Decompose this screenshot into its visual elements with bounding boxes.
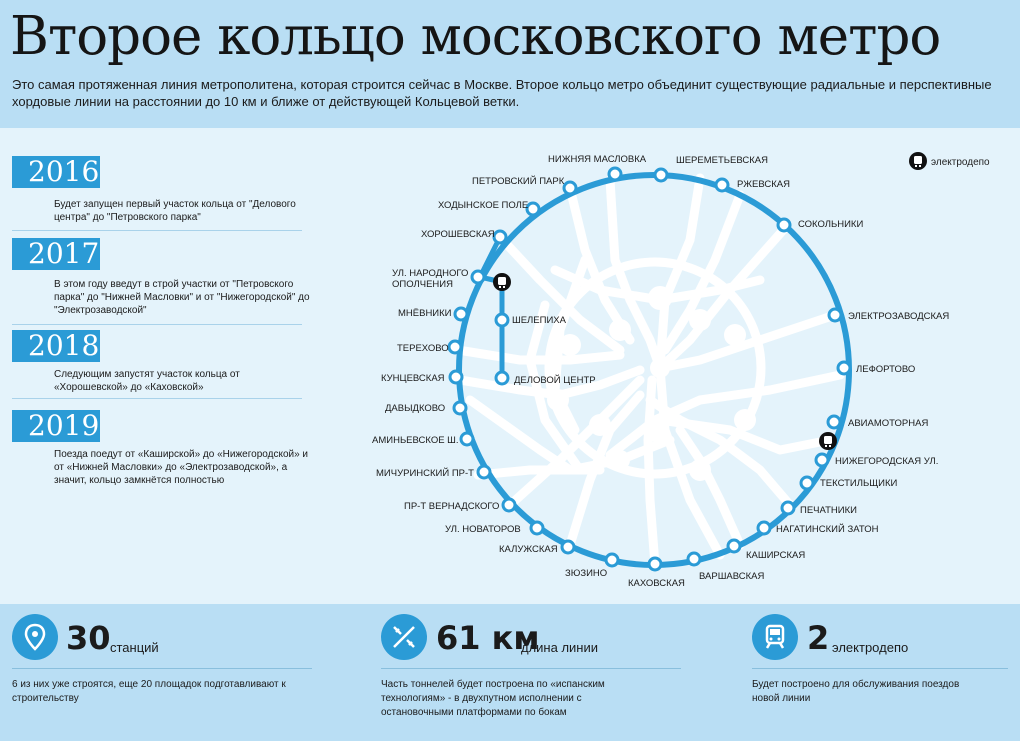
year-2017: 2017	[12, 238, 100, 270]
year-2018-text: Следующим запустят участок кольца от «Хорошевской» до «Каховской»	[54, 369, 240, 393]
station-label: ТЕКСТИЛЬЩИКИ	[820, 478, 898, 489]
station-label: АМИНЬЕВСКОЕ Ш.	[372, 435, 459, 446]
station-label: ВАРШАВСКАЯ	[699, 571, 765, 582]
divider	[12, 668, 312, 669]
station-label: РЖЕВСКАЯ	[737, 179, 790, 190]
year-2017-text: В этом году введут в строй участки от "Петровского парка" до "Нижней Масловки" и от "Нижегородской" до "Электрозаводской"	[54, 279, 310, 316]
stat-depot-label: электродепо	[832, 640, 909, 655]
year-2016-text: Будет запущен первый участок кольца от "Делового центра" до "Петровского парка"	[54, 199, 296, 223]
stat-stations-number: 30	[66, 619, 111, 657]
depot-icon	[493, 273, 511, 291]
station-label: ШЕЛЕПИХА	[512, 315, 566, 326]
station-label: КУНЦЕВСКАЯ	[381, 373, 445, 384]
intro-text: Это самая протяженная линия метрополитена, которая строится сейчас в Москве. Второе кольцо метро объединит существующие радиальные и перспективные хордовые линии на расстоянии до 10 км и ближе от действующей Кольцевой ветки.	[12, 77, 992, 109]
year-2018: 2018	[12, 330, 100, 362]
station-label: ТЕРЕХОВО	[397, 343, 449, 354]
station-label: КАЛУЖСКАЯ	[499, 544, 558, 555]
station-label: ДАВЫДКОВО	[385, 403, 446, 414]
location-pin-icon	[12, 614, 58, 660]
station-label: ДЕЛОВОЙ ЦЕНТР	[514, 375, 596, 386]
station-label: МИЧУРИНСКИЙ ПР-Т	[376, 468, 474, 479]
depot-legend-icon	[909, 152, 927, 170]
page-title: Второе кольцо московского метро	[10, 6, 941, 67]
station-label: ХОРОШЕВСКАЯ	[421, 229, 495, 240]
station-label: НИЖНЯЯ МАСЛОВКА	[548, 154, 647, 165]
divider	[752, 668, 1008, 669]
stat-length-number: 61 км	[436, 619, 540, 657]
stat-depot-desc: Будет построено для обслуживания поездов новой линии	[752, 679, 960, 704]
stat-stations-label: станций	[110, 640, 159, 655]
station-label: ПЕТРОВСКИЙ ПАРК	[472, 176, 565, 187]
year-2019: 2019	[12, 410, 100, 442]
depot-icon	[819, 432, 837, 450]
station-label: КАХОВСКАЯ	[628, 578, 685, 589]
station-label: ЭЛЕКТРОЗАВОДСКАЯ	[848, 311, 950, 322]
station-label: ХОДЫНСКОЕ ПОЛЕ	[438, 200, 529, 211]
station-label: СОКОЛЬНИКИ	[798, 219, 864, 230]
station-label: ЛЕФОРТОВО	[856, 364, 916, 375]
station-label: АВИАМОТОРНАЯ	[848, 418, 929, 429]
station-label: ШЕРЕМЕТЬЕВСКАЯ	[676, 155, 768, 166]
station-label: НАГАТИНСКИЙ ЗАТОН	[776, 524, 879, 535]
station-label: ПЕЧАТНИКИ	[800, 505, 857, 516]
station-label: МНЁВНИКИ	[398, 308, 452, 319]
stat-length-desc: Часть тоннелей будет построена по «испанским технологиям» - в двухпутном исполнении с остановочными платформами по бокам	[381, 679, 605, 718]
stats-section	[0, 604, 1020, 741]
station-label: ПР-Т ВЕРНАДСКОГО	[404, 501, 500, 512]
station-label: КАШИРСКАЯ	[746, 550, 806, 561]
legend-depot-label: электродепо	[931, 157, 990, 168]
year-2016: 2016	[12, 156, 100, 188]
station-label: УЛ. НОВАТОРОВ	[445, 524, 521, 535]
stat-length-label: длина линии	[521, 640, 599, 655]
year-2019-text: Поезда поедут от «Каширской» до «Нижегородской» и от «Нижней Масловки» до «Электрозаводской», а значит, кольцо замкнётся полностью	[54, 449, 309, 486]
station-label: ЗЮЗИНО	[565, 568, 608, 579]
station-label: НИЖЕГОРОДСКАЯ УЛ.	[835, 456, 939, 467]
station-label: УЛ. НАРОДНОГО	[392, 268, 469, 279]
train-icon	[752, 614, 798, 660]
station-label: ОПОЛЧЕНИЯ	[392, 279, 453, 290]
tunnel-icon	[381, 614, 427, 660]
divider	[381, 668, 681, 669]
stat-stations-desc: 6 из них уже строятся, еще 20 площадок подготавливают к строительству	[12, 679, 286, 704]
stat-depot-number: 2	[807, 619, 830, 657]
